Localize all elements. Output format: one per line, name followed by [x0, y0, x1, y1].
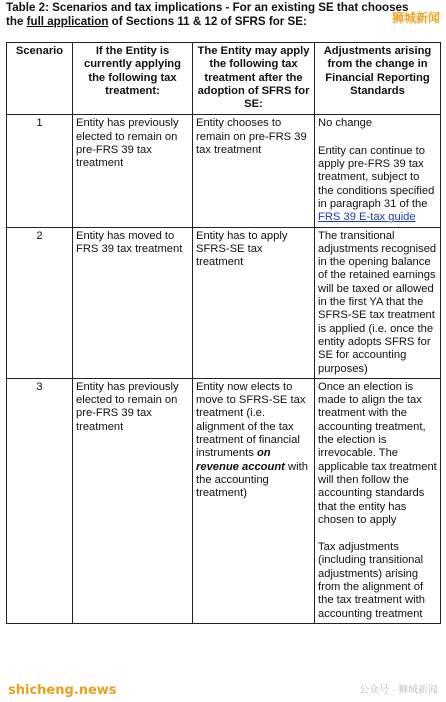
table-caption [6, 1, 440, 29]
scenarios-table [6, 42, 441, 624]
current-treatment-cell: Entity has moved to FRS 39 tax treatment [73, 227, 193, 378]
table-row [7, 378, 441, 623]
adjustments-cell: No change Entity can continue to apply pre-FRS 39 tax treatment, subject to the conditions specified in paragraph 31 of the FRS 39 E-tax guide [315, 115, 441, 227]
watermark-logo-bottom: shicheng.news [8, 683, 117, 698]
watermark-logo-top: 狮城新闻 [391, 11, 440, 25]
frs39-etax-guide-link[interactable]: FRS 39 E-tax guide [318, 211, 416, 224]
caption-line-2: the full application of Sections 11 & 12 of SFRS for SE: [6, 15, 307, 28]
after-adoption-cell: Entity has to apply SFRS-SE tax treatment [193, 227, 315, 378]
table-row [7, 115, 441, 227]
current-treatment-cell: Entity has previously elected to remain on pre-FRS 39 tax treatment [73, 378, 193, 623]
header-adjustments: Adjustments arising from the change in Financial Reporting Standards [315, 43, 441, 115]
current-treatment-cell: Entity has previously elected to remain on pre-FRS 39 tax treatment [73, 115, 193, 227]
scenario-number: 3 [7, 378, 73, 623]
caption-line-1: Table 2: Scenarios and tax implications - For an existing SE that chooses [6, 1, 409, 14]
header-current-treatment: If the Entity is currently applying the following tax treatment: [73, 43, 193, 115]
table-header-row [7, 43, 441, 115]
table-row [7, 227, 441, 378]
scenario-number: 1 [7, 115, 73, 227]
after-adoption-cell: Entity chooses to remain on pre-FRS 39 tax treatment [193, 115, 315, 227]
caption-full-application: full application [26, 15, 109, 28]
watermark-wechat: 公众号 · 狮城新闻 [359, 685, 438, 696]
revenue-account-emphasis: on revenue account [196, 447, 285, 473]
adjustments-cell: The transitional adjustments recognised in the opening balance of the retained earnings will be taxed or allowed in the first YA that the SFRS-SE tax treatment is applied (i.e. once the entity adopts SFRS for SE for accounting purposes) [315, 227, 441, 378]
adjustments-cell: Once an election is made to align the tax treatment with the accounting treatment, the election is irrevocable. The applicable tax treatment will then follow the accounting standards that the entity has chosen to apply Tax adjustments (including transitional adjustments) arising from the alignment of the tax treatment with accounting treatment [315, 378, 441, 623]
header-after-adoption: The Entity may apply the following tax treatment after the adoption of SFRS for SE: [193, 43, 315, 115]
scenario-number: 2 [7, 227, 73, 378]
header-scenario: Scenario [7, 43, 73, 115]
after-adoption-cell: Entity now elects to move to SFRS-SE tax treatment (i.e. alignment of the tax treatment of financial instruments on revenue account with the accounting treatment) [193, 378, 315, 623]
